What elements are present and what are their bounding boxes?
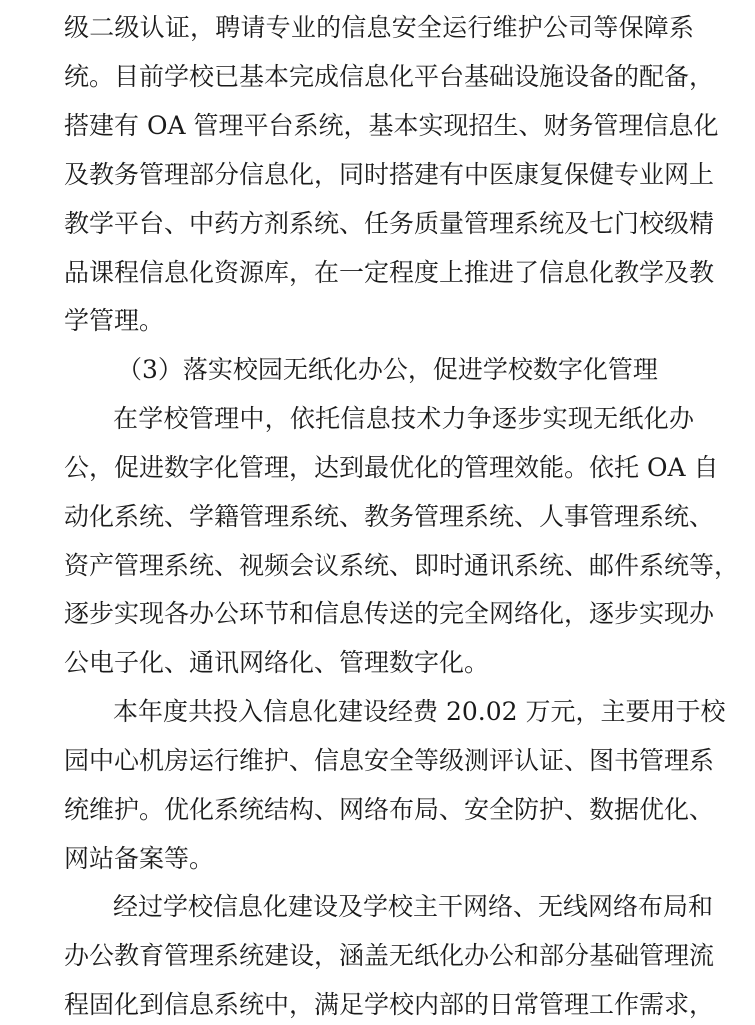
text-line: 逐步实现各办公环节和信息传送的完全网络化，逐步实现办: [64, 599, 715, 628]
section-heading: （3）落实校园无纸化办公，促进学校数字化管理: [117, 355, 658, 384]
text-line: 程固化到信息系统中，满足学校内部的日常管理工作需求，: [64, 990, 715, 1019]
paragraph-first-line: 在学校管理中，依托信息技术力争逐步实现无纸化办: [113, 404, 694, 433]
text-line: 教学平台、中药方剂系统、任务质量管理系统及七门校级精: [64, 209, 715, 238]
text-line: 公，促进数字化管理，达到最优化的管理效能。依托 OA 自: [64, 453, 719, 482]
text-line: 统维护。优化系统结构、网络布局、安全防护、数据优化、: [64, 795, 715, 824]
text-line: 级二级认证，聘请专业的信息安全运行维护公司等保障系: [64, 13, 694, 42]
text-line: 办公教育管理系统建设，涵盖无纸化办公和部分基础管理流: [64, 941, 715, 970]
text-line: 公电子化、通讯网络化、管理数字化。: [64, 648, 490, 677]
paragraph-first-line: 经过学校信息化建设及学校主干网络、无线网络布局和: [113, 892, 714, 921]
text-line: 统。目前学校已基本完成信息化平台基础设施设备的配备，: [64, 62, 715, 91]
text-line: 资产管理系统、视频会议系统、即时通讯系统、邮件系统等，: [64, 551, 740, 580]
text-line: 搭建有 OA 管理平台系统，基本实现招生、财务管理信息化: [64, 111, 719, 140]
text-line: 学管理。: [64, 306, 165, 335]
text-line: 及教务管理部分信息化，同时搭建有中医康复保健专业网上: [64, 160, 715, 189]
text-line: 品课程信息化资源库，在一定程度上推进了信息化教学及教: [64, 258, 715, 287]
text-line: 网站备案等。: [64, 844, 215, 873]
paragraph-first-line: 本年度共投入信息化建设经费 20.02 万元，主要用于校: [113, 697, 726, 726]
text-line: 园中心机房运行维护、信息安全等级测评认证、图书管理系: [64, 746, 715, 775]
text-line: 动化系统、学籍管理系统、教务管理系统、人事管理系统、: [64, 502, 715, 531]
